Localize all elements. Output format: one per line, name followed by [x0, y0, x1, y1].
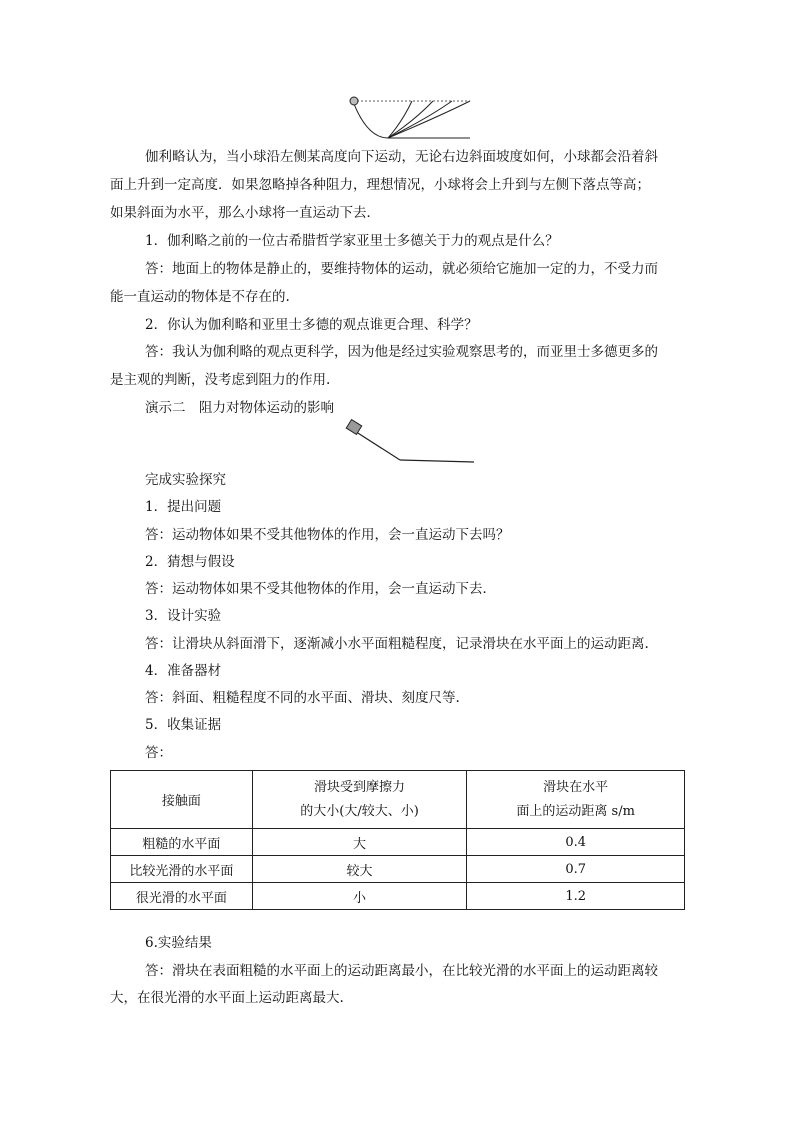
step-1-title: 1．提出问题 [145, 499, 222, 515]
result-answer-line-2: 大，在很光滑的水平面上运动距离最大. [110, 990, 344, 1006]
step-4-answer: 答：斜面、粗糙程度不同的水平面、滑块、刻度尺等. [145, 690, 460, 706]
cell-friction: 较大 [252, 856, 467, 883]
ball-slope-diagram [340, 92, 480, 142]
question-2: 2．你认为伽利略和亚里士多德的观点谁更合理、科学？ [145, 317, 478, 333]
header-friction-line-2: 的大小(大/较大、小) [300, 803, 419, 819]
demo2-title: 演示二 阻力对物体运动的影响 [145, 400, 334, 416]
slider-block-icon [346, 420, 361, 435]
table-header-row [111, 771, 685, 829]
cell-distance: 1.2 [467, 883, 685, 910]
cell-distance: 0.4 [467, 829, 685, 856]
answer-1-line-2: 能一直运动的物体是不存在的. [110, 289, 290, 305]
incline-block-diagram [340, 418, 480, 468]
cell-friction: 大 [252, 829, 467, 856]
step-2-title: 2．猜想与假设 [145, 554, 235, 570]
cell-friction: 小 [252, 883, 467, 910]
cell-surface: 粗糙的水平面 [111, 829, 253, 856]
step-5-answer: 答： [145, 745, 172, 761]
table-row [111, 829, 685, 856]
header-distance [467, 771, 685, 829]
table-row [111, 883, 685, 910]
result-title: 6.实验结果 [145, 935, 212, 951]
step-2-answer: 答：运动物体如果不受其他物体的作用，会一直运动下去． [145, 581, 496, 597]
galileo-para-line-1: 伽利略认为，当小球沿左侧某高度向下运动，无论右边斜面坡度如何，小球都会沿着斜 [145, 149, 658, 165]
complete-title: 完成实验探究 [145, 472, 226, 488]
step-5-title: 5．收集证据 [145, 717, 222, 733]
answer-1-line-1: 答：地面上的物体是静止的，要维持物体的运动，就必须给它施加一定的力，不受力而 [145, 261, 658, 277]
header-friction [252, 771, 467, 829]
step-4-title: 4．准备器材 [145, 663, 222, 679]
answer-2-line-1: 答：我认为伽利略的观点更科学，因为他是经过实验观察思考的，而亚里士多德更多的 [145, 344, 658, 360]
cell-surface: 很光滑的水平面 [111, 883, 253, 910]
header-distance-line-2: 面上的运动距离 s/m [516, 803, 635, 819]
ball-icon [350, 97, 358, 105]
header-surface: 接触面 [111, 771, 253, 829]
step-3-answer: 答：让滑块从斜面滑下，逐渐减小水平面粗糙程度，记录滑块在水平面上的运动距离. [145, 636, 649, 652]
step-3-title: 3．设计实验 [145, 608, 222, 624]
header-distance-line-1: 滑块在水平 [543, 779, 609, 795]
result-answer-line-1: 答：滑块在表面粗糙的水平面上的运动距离最小，在比较光滑的水平面上的运动距离较 [145, 963, 658, 979]
friction-data-table [110, 770, 685, 910]
cell-distance: 0.7 [467, 856, 685, 883]
step-1-answer: 答：运动物体如果不受其他物体的作用，会一直运动下去吗？ [145, 527, 510, 543]
question-1: 1．伽利略之前的一位古希腊哲学家亚里士多德关于力的观点是什么？ [145, 233, 559, 249]
galileo-para-line-3: 如果斜面为水平，那么小球将一直运动下去． [110, 205, 380, 221]
header-friction-line-1: 滑块受到摩擦力 [314, 779, 406, 795]
table-row [111, 856, 685, 883]
cell-surface: 比较光滑的水平面 [111, 856, 253, 883]
answer-2-line-2: 是主观的判断，没考虑到阻力的作用. [110, 372, 331, 388]
galileo-para-line-2: 面上升到一定高度．如果忽略掉各种阻力，理想情况，小球将会上升到与左侧下落点等高； [110, 177, 650, 193]
